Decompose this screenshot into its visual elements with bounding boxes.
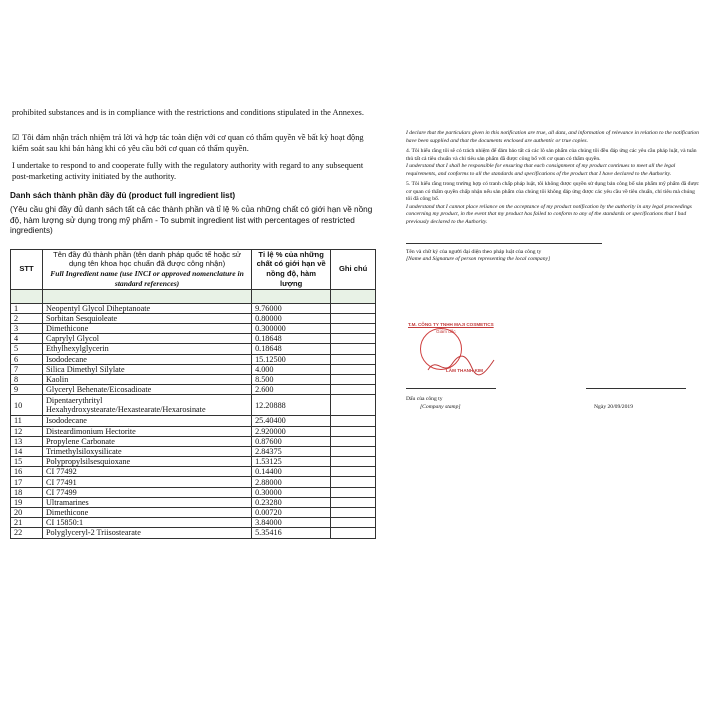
- cell-ingredient: CI 77491: [43, 477, 252, 487]
- header-stt: STT: [11, 249, 43, 289]
- cell-note: [331, 385, 376, 395]
- cell-stt: 21: [11, 518, 43, 528]
- cell-stt: 15: [11, 457, 43, 467]
- cell-stt: 11: [11, 416, 43, 426]
- cell-stt: 6: [11, 354, 43, 364]
- cell-ingredient: Propylene Carbonate: [43, 436, 252, 446]
- cell-note: [331, 446, 376, 456]
- table-row: [11, 508, 376, 518]
- ingredient-list-title: Danh sách thành phần đầy đủ (product full ingredient list): [10, 190, 236, 200]
- table-row: [11, 324, 376, 334]
- cell-stt: 2: [11, 313, 43, 323]
- cell-percentage: 2.600: [252, 385, 331, 395]
- cell-stt: 3: [11, 324, 43, 334]
- table-row: [11, 487, 376, 497]
- table-row: [11, 303, 376, 313]
- cell-percentage: 0.18648: [252, 334, 331, 344]
- cell-note: [331, 436, 376, 446]
- cell-note: [331, 344, 376, 354]
- signature-label-vi: Tên và chữ ký của người đại diện theo pháp luật của công ty: [406, 248, 542, 255]
- table-row: [11, 344, 376, 354]
- cell-stt: 18: [11, 487, 43, 497]
- table-row: [11, 518, 376, 528]
- cell-note: [331, 313, 376, 323]
- cell-ingredient: Silica Dimethyl Silylate: [43, 364, 252, 374]
- cell-stt: 14: [11, 446, 43, 456]
- cell-ingredient: Polypropylsilsesquioxane: [43, 457, 252, 467]
- signature-icon: [426, 352, 496, 378]
- cell-ingredient: Caprylyl Glycol: [43, 334, 252, 344]
- table-row: [11, 446, 376, 456]
- table-row: [11, 395, 376, 416]
- clause-5-en: I understand that I cannot place reliance on the acceptance of my product notification by the authority in any legal proceedings concerning my product, in the event that my product has failed to conform to any of the standards or specifications that I had previously declared to the Authority.: [406, 203, 692, 226]
- cell-percentage: 0.80000: [252, 313, 331, 323]
- cell-stt: 20: [11, 508, 43, 518]
- stamp-section: [406, 386, 702, 412]
- header-name-en: Full Ingredient name (use INCI or approved nomenclature in standard references): [50, 269, 244, 288]
- header-name-vi: Tên đầy đủ thành phần (tên danh pháp quốc tế hoặc sử dụng tên khoa học chuẩn đã được công nhận): [53, 249, 241, 269]
- cell-note: [331, 487, 376, 497]
- stamp-line2: Giám đốc: [436, 329, 456, 334]
- cell-stt: 22: [11, 528, 43, 538]
- cell-ingredient: CI 15850:1: [43, 518, 252, 528]
- cell-ingredient: Ethylhexylglycerin: [43, 344, 252, 354]
- cell-ingredient: CI 77499: [43, 487, 252, 497]
- cell-percentage: 12.20888: [252, 395, 331, 416]
- cell-percentage: 0.87600: [252, 436, 331, 446]
- table-row: [11, 436, 376, 446]
- checkbox-icon: ☑: [12, 132, 20, 142]
- signing-date: Ngày 20/09/2019: [594, 404, 633, 410]
- cell-note: [331, 324, 376, 334]
- cell-note: [331, 374, 376, 384]
- cell-stt: 4: [11, 334, 43, 344]
- table-row: [11, 528, 376, 538]
- table-row: [11, 467, 376, 477]
- cell-stt: 7: [11, 364, 43, 374]
- cell-percentage: 0.30000: [252, 487, 331, 497]
- cell-stt: 1: [11, 303, 43, 313]
- clause-5-vi: 5. Tôi hiểu rằng trong trường hợp có tranh chấp pháp luật, tôi không được quyền sử dụng bản công bố sản phẩm mỹ phẩm đã được cơ quan có thẩm quyền chấp nhận nếu sản phẩm của chúng tôi không đáp ứng được các yêu cầu về tiêu chuẩn, chỉ tiêu mà chúng tôi đã công bố.: [406, 181, 699, 203]
- cell-ingredient: Isododecane: [43, 416, 252, 426]
- cell-note: [331, 426, 376, 436]
- table-row: [11, 354, 376, 364]
- compliance-text: prohibited substances and is in compliance with the restrictions and conditions stipulated in the Annexes.: [12, 108, 364, 117]
- table-header-row: [11, 249, 376, 289]
- cell-note: [331, 395, 376, 416]
- cell-ingredient: Trimethylsiloxysilicate: [43, 446, 252, 456]
- table-row: [11, 497, 376, 507]
- cell-percentage: 1.53125: [252, 457, 331, 467]
- cell-percentage: 0.00720: [252, 508, 331, 518]
- table-row: [11, 457, 376, 467]
- cell-percentage: 9.76000: [252, 303, 331, 313]
- stamp-name: LÂM THANH KIM: [446, 368, 483, 373]
- cell-percentage: 2.88000: [252, 477, 331, 487]
- cell-note: [331, 497, 376, 507]
- stamp-underline: [406, 388, 496, 389]
- cell-percentage: 3.84000: [252, 518, 331, 528]
- undertaking-vi-text: Tôi đảm nhận trách nhiệm trả lời và hợp tác toàn diện với cơ quan có thẩm quyền về bất kỳ hoạt động kiểm soát sau khi bán hàng khi có yêu cầu bởi cơ quan có thẩm quyền.: [12, 132, 364, 153]
- cell-note: [331, 354, 376, 364]
- clause-4-vi: 4. Tôi hiểu rằng tôi sẽ có trách nhiệm để đảm bảo tất cả các lô sản phẩm của chúng tôi đều đáp ứng các yêu cầu pháp luật, và tuân thủ tất cả tiêu chuẩn và chỉ tiêu sản phẩm đã được công bố với cơ quan có thẩm quyền.: [406, 148, 697, 162]
- cell-note: [331, 364, 376, 374]
- header-percentage: Tỉ lệ % của những chất có giới hạn về nồng độ, hàm lượng: [252, 249, 331, 289]
- table-spacer-row: [11, 289, 376, 303]
- cell-stt: 10: [11, 395, 43, 416]
- cell-ingredient: Kaolin: [43, 374, 252, 384]
- cell-percentage: 25.40400: [252, 416, 331, 426]
- cell-ingredient: Isododecane: [43, 354, 252, 364]
- cell-note: [331, 528, 376, 538]
- header-note: Ghi chú: [331, 249, 376, 289]
- cell-percentage: 8.500: [252, 374, 331, 384]
- ingredient-table: [10, 249, 376, 539]
- table-body: [11, 303, 376, 538]
- table-row: [11, 334, 376, 344]
- header-name: [43, 249, 252, 289]
- undertaking-en: I undertake to respond to and cooperate fully with the regulatory authority with regard to any subsequent post-marketing activity initiated by the authority.: [12, 161, 364, 181]
- left-page: [10, 108, 378, 539]
- cell-percentage: 0.14400: [252, 467, 331, 477]
- right-page: [406, 130, 702, 264]
- cell-stt: 13: [11, 436, 43, 446]
- cell-ingredient: Ultramarines: [43, 497, 252, 507]
- cell-percentage: 0.23280: [252, 497, 331, 507]
- cell-stt: 19: [11, 497, 43, 507]
- cell-note: [331, 303, 376, 313]
- cell-ingredient: Dimethicone: [43, 508, 252, 518]
- cell-note: [331, 467, 376, 477]
- cell-percentage: 0.18648: [252, 344, 331, 354]
- cell-note: [331, 477, 376, 487]
- table-row: [11, 374, 376, 384]
- cell-ingredient: Glyceryl Behenate/Eicosadioate: [43, 385, 252, 395]
- cell-ingredient: Dipentaerythrityl Hexahydroxystearate/Hexastearate/Hexarosinate: [43, 395, 252, 416]
- stamp-label-en: [Company stamp]: [420, 404, 461, 410]
- cell-note: [331, 457, 376, 467]
- table-row: [11, 477, 376, 487]
- cell-note: [331, 416, 376, 426]
- table-row: [11, 416, 376, 426]
- cell-stt: 12: [11, 426, 43, 436]
- signature-label-en: [Name and Signature of person representing the local company]: [406, 256, 551, 263]
- cell-ingredient: Dimethicone: [43, 324, 252, 334]
- stamp-line1: T.M. CÔNG TY TNHH MAJI COSMETICS: [408, 322, 494, 327]
- undertaking-vi: [10, 133, 378, 155]
- cell-stt: 8: [11, 374, 43, 384]
- cell-percentage: 0.300000: [252, 324, 331, 334]
- table-row: [11, 385, 376, 395]
- stamp-label-vi: Dấu của công ty: [406, 396, 443, 402]
- cell-percentage: 4.000: [252, 364, 331, 374]
- cell-ingredient: Polyglyceryl-2 Triisostearate: [43, 528, 252, 538]
- cell-stt: 9: [11, 385, 43, 395]
- signature-divider: [406, 243, 602, 244]
- cell-percentage: 2.920000: [252, 426, 331, 436]
- ingredient-list-note: (Yêu cầu ghi đầy đủ danh sách tất cả các thành phần và tỉ lệ % của những chất có giới hạn về nồng độ, hàm lượng sử dụng trong mỹ phẩm - To submit ingredient list with percentages of restricted ingredients): [10, 205, 373, 236]
- cell-percentage: 15.12500: [252, 354, 331, 364]
- clause-4-en: I understand that I shall be responsible for ensuring that each consignment of my product continues to meet all the legal requirements, and conforms to all the standards and specifications of the product that I have declared to the Authority.: [406, 163, 676, 177]
- declaration-en: I declare that the particulars given in this notification are true, all data, and information of relevance in relation to the notification have been supplied and that the documents enclosed are authentic or true copies.: [406, 130, 699, 144]
- cell-note: [331, 508, 376, 518]
- cell-note: [331, 518, 376, 528]
- table-row: [11, 364, 376, 374]
- table-row: [11, 426, 376, 436]
- cell-stt: 16: [11, 467, 43, 477]
- cell-ingredient: Disteardimonium Hectorite: [43, 426, 252, 436]
- cell-stt: 17: [11, 477, 43, 487]
- date-underline: [586, 388, 686, 389]
- cell-ingredient: Neopentyl Glycol Diheptanoate: [43, 303, 252, 313]
- cell-stt: 5: [11, 344, 43, 354]
- cell-note: [331, 334, 376, 344]
- cell-percentage: 2.84375: [252, 446, 331, 456]
- cell-ingredient: CI 77492: [43, 467, 252, 477]
- cell-percentage: 5.35416: [252, 528, 331, 538]
- table-row: [11, 313, 376, 323]
- cell-ingredient: Sorbitan Sesquioleate: [43, 313, 252, 323]
